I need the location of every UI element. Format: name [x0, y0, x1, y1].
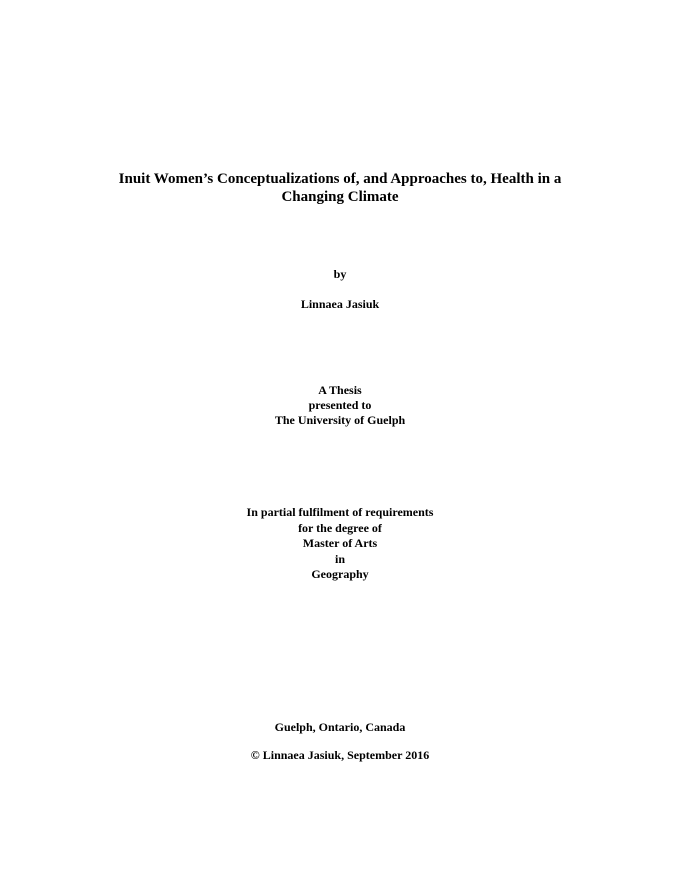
degree-name: Master of Arts	[302, 536, 378, 550]
location-line: Guelph, Ontario, Canada	[274, 720, 406, 734]
thesis-title-line-1: Inuit Women’s Conceptualizations of, and Approaches to, Health in a	[118, 171, 562, 187]
by-label: by	[333, 267, 347, 281]
submission-line-2: presented to	[308, 398, 372, 412]
fulfillment-line-2: for the degree of	[298, 521, 382, 535]
fulfillment-line-4: in	[334, 552, 345, 566]
author-name: Linnaea Jasiuk	[300, 297, 380, 311]
submission-line-1: A Thesis	[318, 383, 362, 397]
submission-line-3: The University of Guelph	[274, 413, 406, 427]
fulfillment-line-1: In partial fulfilment of requirements	[246, 505, 434, 519]
thesis-title-line-2: Changing Climate	[281, 189, 399, 205]
copyright-line: © Linnaea Jasiuk, September 2016	[250, 748, 430, 762]
department-name: Geography	[311, 567, 369, 581]
